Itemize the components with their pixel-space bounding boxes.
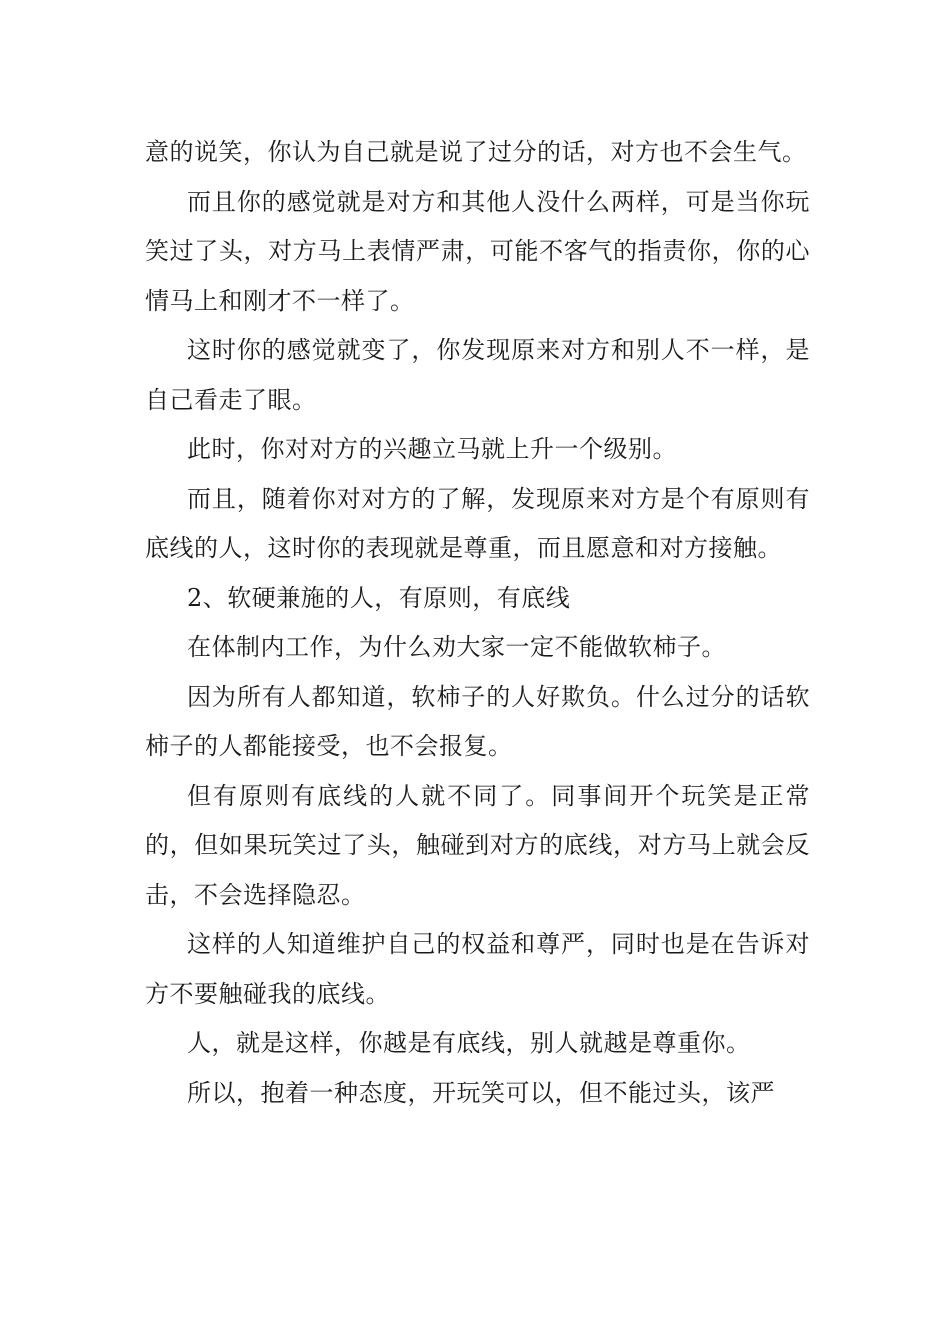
paragraph: 所以，抱着一种态度，开玩笑可以，但不能过头，该严 bbox=[187, 1078, 775, 1107]
section-heading: 2、软硬兼施的人，有原则，有底线 bbox=[187, 583, 571, 612]
paragraph: 在体制内工作，为什么劝大家一定不能做软柿子。 bbox=[187, 633, 726, 661]
paragraph: 这时你的感觉就变了，你发现原来对方和别人不一样，是自己看走了眼。 bbox=[145, 336, 810, 414]
paragraph: 意的说笑，你认为自己就是说了过分的话，对方也不会生气。 bbox=[145, 138, 807, 166]
document-body bbox=[145, 128, 810, 1118]
paragraph: 但有原则有底线的人就不同了。同事间开个玩笑是正常的，但如果玩笑过了头，触碰到对方的底线，对方马上就会反击，不会选择隐忍。 bbox=[145, 781, 810, 909]
paragraph: 这样的人知道维护自己的权益和尊严，同时也是在告诉对方不要触碰我的底线。 bbox=[145, 930, 810, 1008]
paragraph: 此时，你对对方的兴趣立马就上升一个级别。 bbox=[187, 435, 677, 463]
paragraph: 而且，随着你对对方的了解，发现原来对方是个有原则有底线的人，这时你的表现就是尊重，而且愿意和对方接触。 bbox=[145, 484, 810, 562]
paragraph: 人，就是这样，你越是有底线，别人就越是尊重你。 bbox=[187, 1029, 751, 1057]
paragraph: 因为所有人都知道，软柿子的人好欺负。什么过分的话软柿子的人都能接受，也不会报复。 bbox=[145, 682, 810, 760]
paragraph: 而且你的感觉就是对方和其他人没什么两样，可是当你玩笑过了头，对方马上表情严肃，可能不客气的指责你，你的心情马上和刚才不一样了。 bbox=[145, 187, 810, 315]
